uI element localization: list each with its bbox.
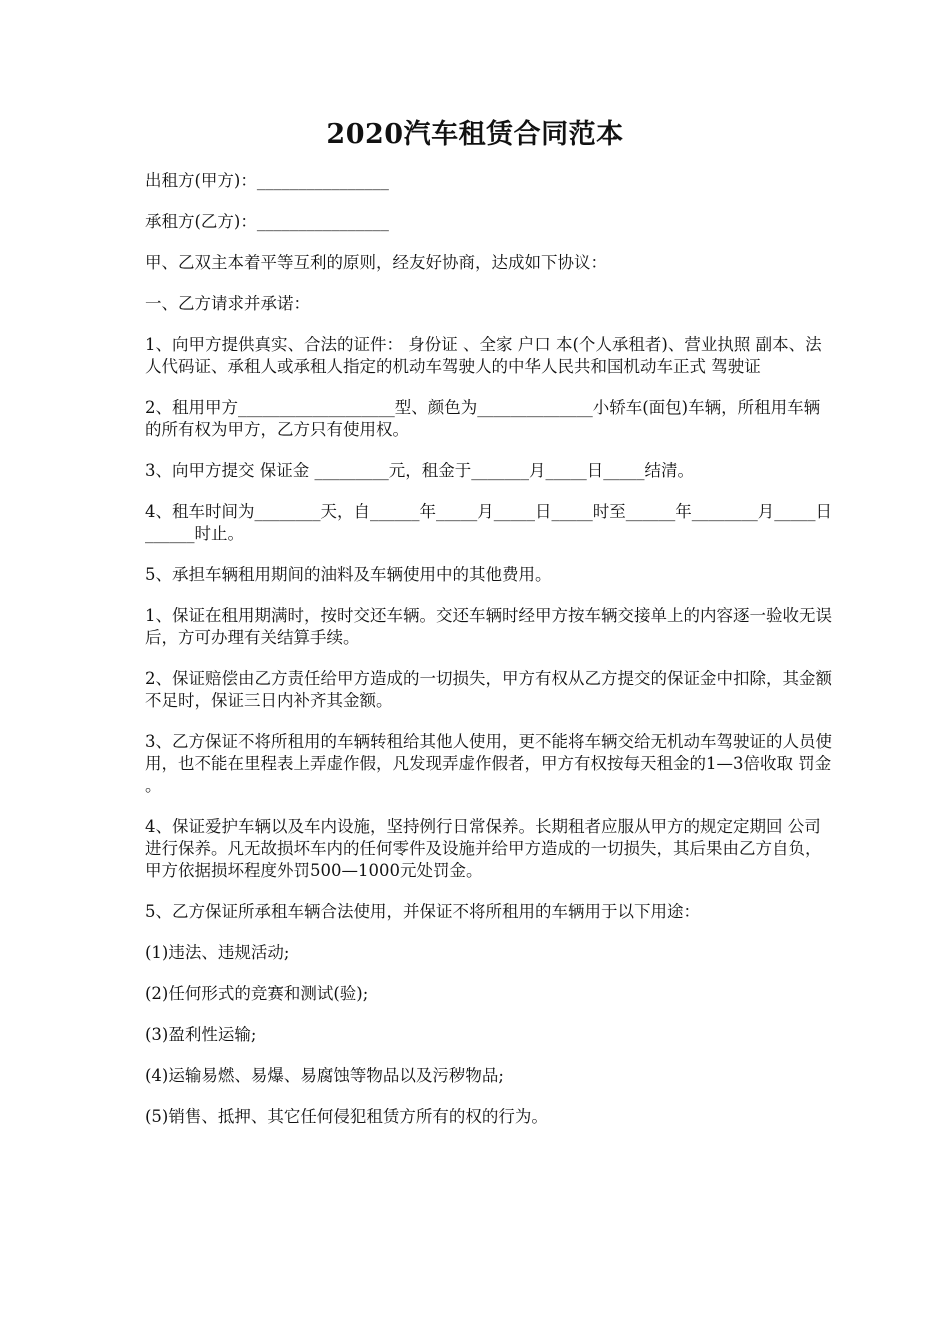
clause-paragraph: 2、保证赔偿由乙方责任给甲方造成的一切损失，甲方有权从乙方提交的保证金中扣除，其金额不足时，保证三日内补齐其金额。 — [145, 669, 832, 710]
list-item: (1)违法、违规活动; — [145, 943, 290, 962]
list-item: (3)盈利性运输; — [145, 1025, 257, 1044]
clause-paragraph: 5、承担车辆租用期间的油料及车辆使用中的其他费用。 — [145, 565, 552, 584]
clause-paragraph: 5、乙方保证所承租车辆合法使用，并保证不将所租用的车辆用于以下用途： — [145, 902, 700, 921]
document-body — [145, 170, 835, 1147]
document-title: 2020汽车租赁合同范本 — [326, 119, 624, 150]
clause-paragraph: 2、租用甲方___________________型、颜色为______________小轿车(面包)车辆，所租用车辆的所有权为甲方，乙方只有使用权。 — [145, 398, 821, 439]
list-item: (5)销售、抵押、其它任何侵犯租赁方所有的权的行为。 — [145, 1107, 548, 1126]
clause-paragraph: 3、向甲方提交 保证金 _________元，租金于_______月_____日_____结清。 — [145, 461, 694, 480]
clause-paragraph: 4、保证爱护车辆以及车内设施，坚持例行日常保养。长期租者应服从甲方的规定定期回 公司 进行保养。凡无故损坏车内的任何零件及设施并给甲方造成的一切损失，其后果由乙方自负，甲方依据损坏程度外罚500—1000元处罚金。 — [145, 817, 826, 880]
lessee-line: 承租方(乙方)：________________ — [145, 212, 389, 231]
section-heading: 一、乙方请求并承诺： — [145, 294, 310, 313]
lessor-line: 出租方(甲方)：________________ — [145, 171, 389, 190]
list-item: (4)运输易燃、易爆、易腐蚀等物品以及污秽物品; — [145, 1066, 504, 1085]
clause-paragraph: 3、乙方保证不将所租用的车辆转租给其他人使用，更不能将车辆交给无机动车驾驶证的人员使用，也不能在里程表上弄虚作假，凡发现弄虚作假者，甲方有权按每天租金的1—3倍收取 罚金 。 — [145, 732, 837, 795]
clause-paragraph: 1、保证在租用期满时，按时交还车辆。交还车辆时经甲方按车辆交接单上的内容逐一验收无误后，方可办理有关结算手续。 — [145, 606, 832, 647]
clause-paragraph: 4、租车时间为________天，自______年_____月_____日_____时至______年________月_____日______时止。 — [145, 502, 832, 543]
list-item: (2)任何形式的竞赛和测试(验); — [145, 984, 369, 1003]
agreement-intro: 甲、乙双主本着平等互利的原则，经友好协商，达成如下协议： — [145, 253, 607, 272]
clause-paragraph: 1、向甲方提供真实、合法的证件： 身份证 、全家 户口 本(个人承租者)、营业执照 副本、法人代码证、承租人或承租人指定的机动车驾驶人的中华人民共和国机动车正式 驾驶证 — [145, 335, 822, 376]
